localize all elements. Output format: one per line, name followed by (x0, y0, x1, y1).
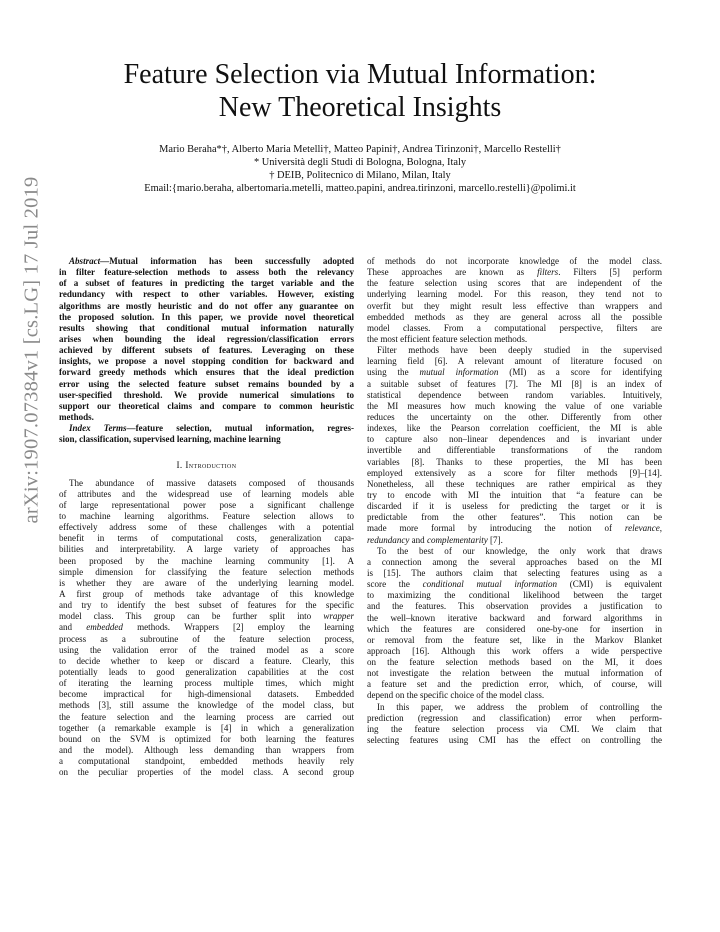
abstract-line: arises when bounding the ideal regression/classification errors (59, 333, 354, 344)
body-line: approach [16]. Although this work offers a wide perspective (367, 645, 662, 656)
body-line: of methods do not incorporate knowledge of the model class. (367, 256, 662, 266)
intro-paragraph (59, 478, 354, 779)
abstract-line: —Mutual information has been successfully adopted (100, 256, 354, 266)
body-line: model classes. From a computational perspective, filters are (367, 322, 662, 333)
body-line: predictable from the other features”. This notion can be (367, 512, 662, 523)
body-line: reduces the uncertainty on the other. Differently from other (367, 411, 662, 422)
body-line: variables [8]. Thanks to these properties, the MI has been (367, 456, 662, 467)
body-line: depend on the specific choice of the model class. (367, 690, 545, 701)
paragraph-mutual-information (367, 345, 662, 546)
abstract-line: support our theoretical claims and compare to common heuristic (59, 400, 354, 411)
author-emails: Email:{mario.beraha, albertomaria.metelli, matteo.papini, andrea.tirinzoni, marcello.restelli}@polimi.it (144, 183, 576, 194)
arxiv-stamp-text: arXiv:1907.07384v1 [cs.LG] 17 Jul 2019 (20, 176, 43, 524)
body-line: to maximizing the conditional likelihood between the target (367, 590, 662, 601)
abstract-first-line (59, 256, 354, 267)
body-line: process as a subroutine of the feature selection process, (59, 633, 354, 644)
paper-title (0, 58, 720, 124)
body-line: indexes, like the Pearson correlation coefficient, the MI is able (367, 423, 662, 434)
body-line: statistical dependence between random variables. Intuitively, (367, 389, 662, 400)
body-line: selecting features using CMI has the effect on controlling the (367, 735, 662, 746)
index-terms-first-line (59, 423, 354, 434)
body-line: and the model). Although less demanding than wrappers from (59, 744, 354, 755)
body-line: to machine learning algorithms. Feature selection allows to (59, 510, 354, 521)
affiliation-bologna: * Università degli Studi di Bologna, Bologna, Italy (253, 157, 467, 168)
body-line: made more formal by introducing the notion of relevance, (367, 523, 662, 534)
body-line: overfit but they might result less effective than wrappers and (367, 300, 662, 311)
body-line: The abundance of massive datasets composed of thousands (69, 477, 354, 488)
body-line: discarded if it is useless for predicting the target or it is (367, 501, 662, 512)
body-line: simple dimension for classifying the feature selection methods (59, 566, 354, 577)
body-line: redundancy and complementarity [7]. (367, 534, 503, 545)
body-line: is [15]. The authors claim that selecting features using as a (367, 567, 662, 578)
body-line: employed extensively as a score for filter methods [9]–[14]. (367, 467, 662, 478)
body-line: Nonetheless, all these techniques are rather empirical as they (367, 478, 662, 489)
author-names: Mario Beraha*†, Alberto Maria Metelli†, Matteo Papini†, Andrea Tirinzoni†, Marcello Restelli† (159, 144, 561, 155)
body-line: to capture also non–linear dependences and is invariant under (367, 434, 662, 445)
abstract-line: forward greedy methods which ensures that the ideal prediction (59, 367, 354, 378)
body-line: or removal from the feature set, like in the Markov Blanket (367, 634, 662, 645)
paragraph-related-work (367, 546, 662, 702)
right-column (367, 256, 662, 746)
body-line: In this paper, we address the problem of controlling the (377, 701, 662, 712)
body-line: of attributes and the widespread use of learning models able (59, 488, 354, 499)
body-line: potentially leads to good generalization capabilities at the cost (59, 666, 354, 677)
abstract-line: in filter feature-selection methods to assess both the relevancy (59, 267, 354, 278)
body-line: the most efficient feature selection methods. (367, 333, 528, 344)
body-line: ing the feature selection process via CMI. We claim that (367, 723, 662, 734)
left-column (59, 256, 354, 778)
body-line: the feature selection and the learning process are carried out (59, 711, 354, 722)
body-line: a suitable subset of features [7]. The MI [8] is an index of (367, 378, 662, 389)
body-line: underlying learning model. For this reason, they tend not to (367, 289, 662, 300)
abstract (59, 256, 354, 423)
body-line: score the conditional mutual information (CMI) is equivalent (367, 579, 662, 590)
body-line: a feature set and the prediction error, which, of course, will (367, 679, 662, 690)
body-line: benefit in terms of computational costs, generalization capa- (59, 533, 354, 544)
body-line: embedded methods as they are general across all the possible (367, 311, 662, 322)
abstract-label: Abstract (69, 256, 101, 266)
abstract-line: redundancy with respect to other variables. However, existing (59, 289, 354, 300)
section-heading: I. Introduction (176, 460, 237, 471)
body-line: try to encode with MI the intuition that “a feature can be (367, 489, 662, 500)
body-line: These approaches are known as filters. Filters [5] perform (367, 267, 662, 278)
title-line: Feature Selection via Mutual Information: (123, 59, 597, 90)
body-line: and try to identify the best subset of features for the specific (59, 600, 354, 611)
body-line: To the best of our knowledge, the only work that draws (377, 545, 662, 556)
body-line: of large representational power pose a significant challenge (59, 499, 354, 510)
body-line: been proposed by the machine learning community [1]. A (59, 555, 354, 566)
index-terms (59, 423, 354, 445)
body-line: bilities and interpretability. A large variety of approaches has (59, 544, 354, 555)
body-line: a computational standpoint, embedded methods heavily rely (59, 756, 354, 767)
abstract-line: error using the selected feature subset remains bounded by a (59, 378, 354, 389)
body-line: to decide whether to keep or discard a feature. Clearly, this (59, 655, 354, 666)
body-line: not investigate the relation between the mutual information of (367, 668, 662, 679)
body-line: learning field [6]. A relevant amount of literature focused on (367, 356, 662, 367)
author-block (0, 143, 720, 195)
paragraph-filters (367, 256, 662, 345)
body-line: the MI measures how much knowing the value of one variable (367, 400, 662, 411)
body-line: and the features. This observation provides a justification to (367, 601, 662, 612)
paragraph-contribution (367, 702, 662, 747)
body-line: prediction (regression and classification) error when perform- (367, 712, 662, 723)
body-line: become impractical for high-dimensional datasets. Embedded (59, 689, 354, 700)
body-line: model class. This group can be further split into wrapper (59, 611, 354, 622)
index-terms-label: Index Terms (69, 423, 127, 434)
body-line: using the mutual information (MI) as a score for identifying (367, 367, 662, 378)
body-line: and embedded methods. Wrappers [2] employ the learning (59, 622, 354, 633)
abstract-line: results showing that conditional mutual information naturally (59, 322, 354, 333)
abstract-line: user-specified threshold. We provide numerical simulations to (59, 389, 354, 400)
body-line: using the validation error of the trained model as a score (59, 644, 354, 655)
abstract-line: methods. (59, 411, 94, 422)
abstract-line: insights, we propose a novel stopping condition for backward and (59, 356, 354, 367)
index-terms-line: —feature selection, mutual information, regres- (126, 423, 354, 434)
abstract-line: achieved by different subsets of features. Leveraging on these (59, 345, 354, 356)
body-line: A first group of methods take advantage of this knowledge (59, 588, 354, 599)
body-line: the feature selection using scores that are independent of the (367, 278, 662, 289)
body-line: together (a remarkable example is [4] in which a generalization (59, 722, 354, 733)
body-line: bound on the SVM is optimized for both learning the features (59, 733, 354, 744)
body-line: which the features are considered one-by-one for insertion in (367, 623, 662, 634)
body-line: methods [3], still assume the knowledge of the model class, but (59, 700, 354, 711)
index-terms-line: sion, classification, supervised learning, machine learning (59, 434, 281, 445)
body-line: invertible and differentiable transformations of the random (367, 445, 662, 456)
abstract-line: algorithms are mostly heuristic and do not offer any guarantee on (59, 300, 354, 311)
body-line: on the peculiar properties of the model class. A second group (59, 767, 354, 778)
title-line: New Theoretical Insights (218, 92, 502, 123)
body-line: effectively address some of these challenges with a potential (59, 522, 354, 533)
affiliation-polimi: † DEIB, Politecnico di Milano, Milan, Italy (269, 170, 451, 181)
abstract-line: of a subset of features in predicting the target variable and the (59, 278, 354, 289)
abstract-line: the proposed solution. In this paper, we provide novel theoretical (59, 311, 354, 322)
body-line: is whether they are aware of the underlying learning model. (59, 577, 354, 588)
body-line: the well–known iterative backward and forward algorithms in (367, 612, 662, 623)
body-line: of iterating the learning process multiple times, which might (59, 678, 354, 689)
body-line: on the feature selection methods based on the MI, it does (367, 657, 662, 668)
body-line: Filter methods have been deeply studied in the supervised (377, 345, 662, 356)
body-line: a connection among the several approaches based on the MI (367, 556, 662, 567)
